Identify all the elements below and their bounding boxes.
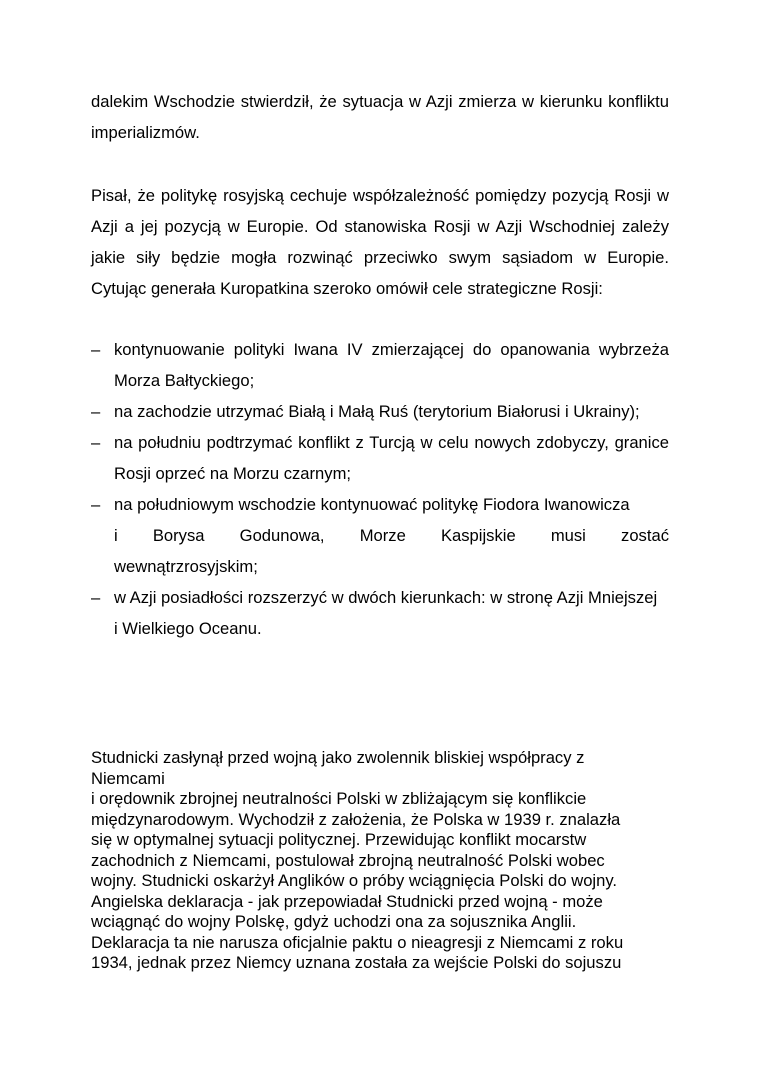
list-item	[91, 582, 669, 644]
list-item	[91, 396, 669, 427]
paragraph-3-line: Niemcami	[91, 768, 165, 788]
list-item	[91, 427, 669, 489]
paragraph-2: Pisał, że politykę rosyjską cechuje współzależność pomiędzy pozycją Rosji w Azji a jej pozycją w Europie. Od stanowiska Rosji w Azji Wschodniej zależy jakie siły będzie mogła rozwinąć przeciwko swym sąsiadom w Europie. Cytując generała Kuropatkina szeroko omówił cele strategiczne Rosji:	[91, 186, 669, 298]
bullet-dash: –	[91, 433, 101, 452]
paragraph-3	[91, 748, 671, 974]
list-item-text-line: i Wielkiego Oceanu.	[114, 619, 262, 638]
list-item-text-line: i Borysa Godunowa, Morze Kaspijskie musi zostać	[114, 526, 669, 545]
bullet-dash: –	[91, 340, 101, 359]
list-item-text-line: wewnątrzrosyjskim;	[114, 557, 258, 576]
paragraph-3-line: Angielska deklaracja - jak przepowiadał Studnicki przed wojną - może	[91, 891, 603, 911]
list-item-text: na zachodzie utrzymać Białą i Małą Ruś (terytorium Białorusi i Ukrainy);	[114, 402, 640, 421]
list-item-text: kontynuowanie polityki Iwana IV zmierzającej do opanowania wybrzeża Morza Bałtyckiego;	[114, 340, 669, 390]
paragraph-3-line: Deklaracja ta nie narusza oficjalnie paktu o nieagresji z Niemcami z roku	[91, 932, 624, 952]
list-item-text-line: w Azji posiadłości rozszerzyć w dwóch kierunkach: w stronę Azji Mniejszej	[114, 588, 658, 607]
paragraph-3-line: wojny. Studnicki oskarżył Anglików o próby wciągnięcia Polski do wojny.	[91, 871, 618, 890]
list-item-text-line: na południowym wschodzie kontynuować politykę Fiodora Iwanowicza	[114, 495, 630, 514]
paragraph-1: dalekim Wschodzie stwierdził, że sytuacja w Azji zmierza w kierunku konfliktu imperializmów.	[91, 92, 669, 142]
paragraph-3-line: 1934, jednak przez Niemcy uznana została za wejście Polski do sojuszu	[91, 953, 622, 972]
paragraph-3-line: Studnicki zasłynął przed wojną jako zwolennik bliskiej współpracy z	[91, 748, 585, 767]
paragraph-3-line: międzynarodowym. Wychodził z założenia, że Polska w 1939 r. znalazła	[91, 809, 621, 829]
strategic-goals-list	[91, 334, 669, 644]
bullet-dash: –	[91, 495, 101, 514]
list-item-text: na południu podtrzymać konflikt z Turcją w celu nowych zdobyczy, granice Rosji oprzeć na Morzu czarnym;	[114, 433, 669, 483]
list-item	[91, 334, 669, 396]
paragraph-3-line: się w optymalnej sytuacji politycznej. Przewidując konflikt mocarstw	[91, 830, 587, 849]
bullet-dash: –	[91, 588, 101, 607]
paragraph-3-line: wciągnąć do wojny Polskę, gdyż uchodzi ona za sojusznika Anglii.	[91, 912, 577, 931]
paragraph-3-line: i orędownik zbrojnej neutralności Polski w zbliżającym się konflikcie	[91, 789, 587, 808]
bullet-dash: –	[91, 402, 101, 421]
paragraph-3-line: zachodnich z Niemcami, postulował zbrojną neutralność Polski wobec	[91, 850, 605, 870]
list-item	[91, 489, 669, 582]
